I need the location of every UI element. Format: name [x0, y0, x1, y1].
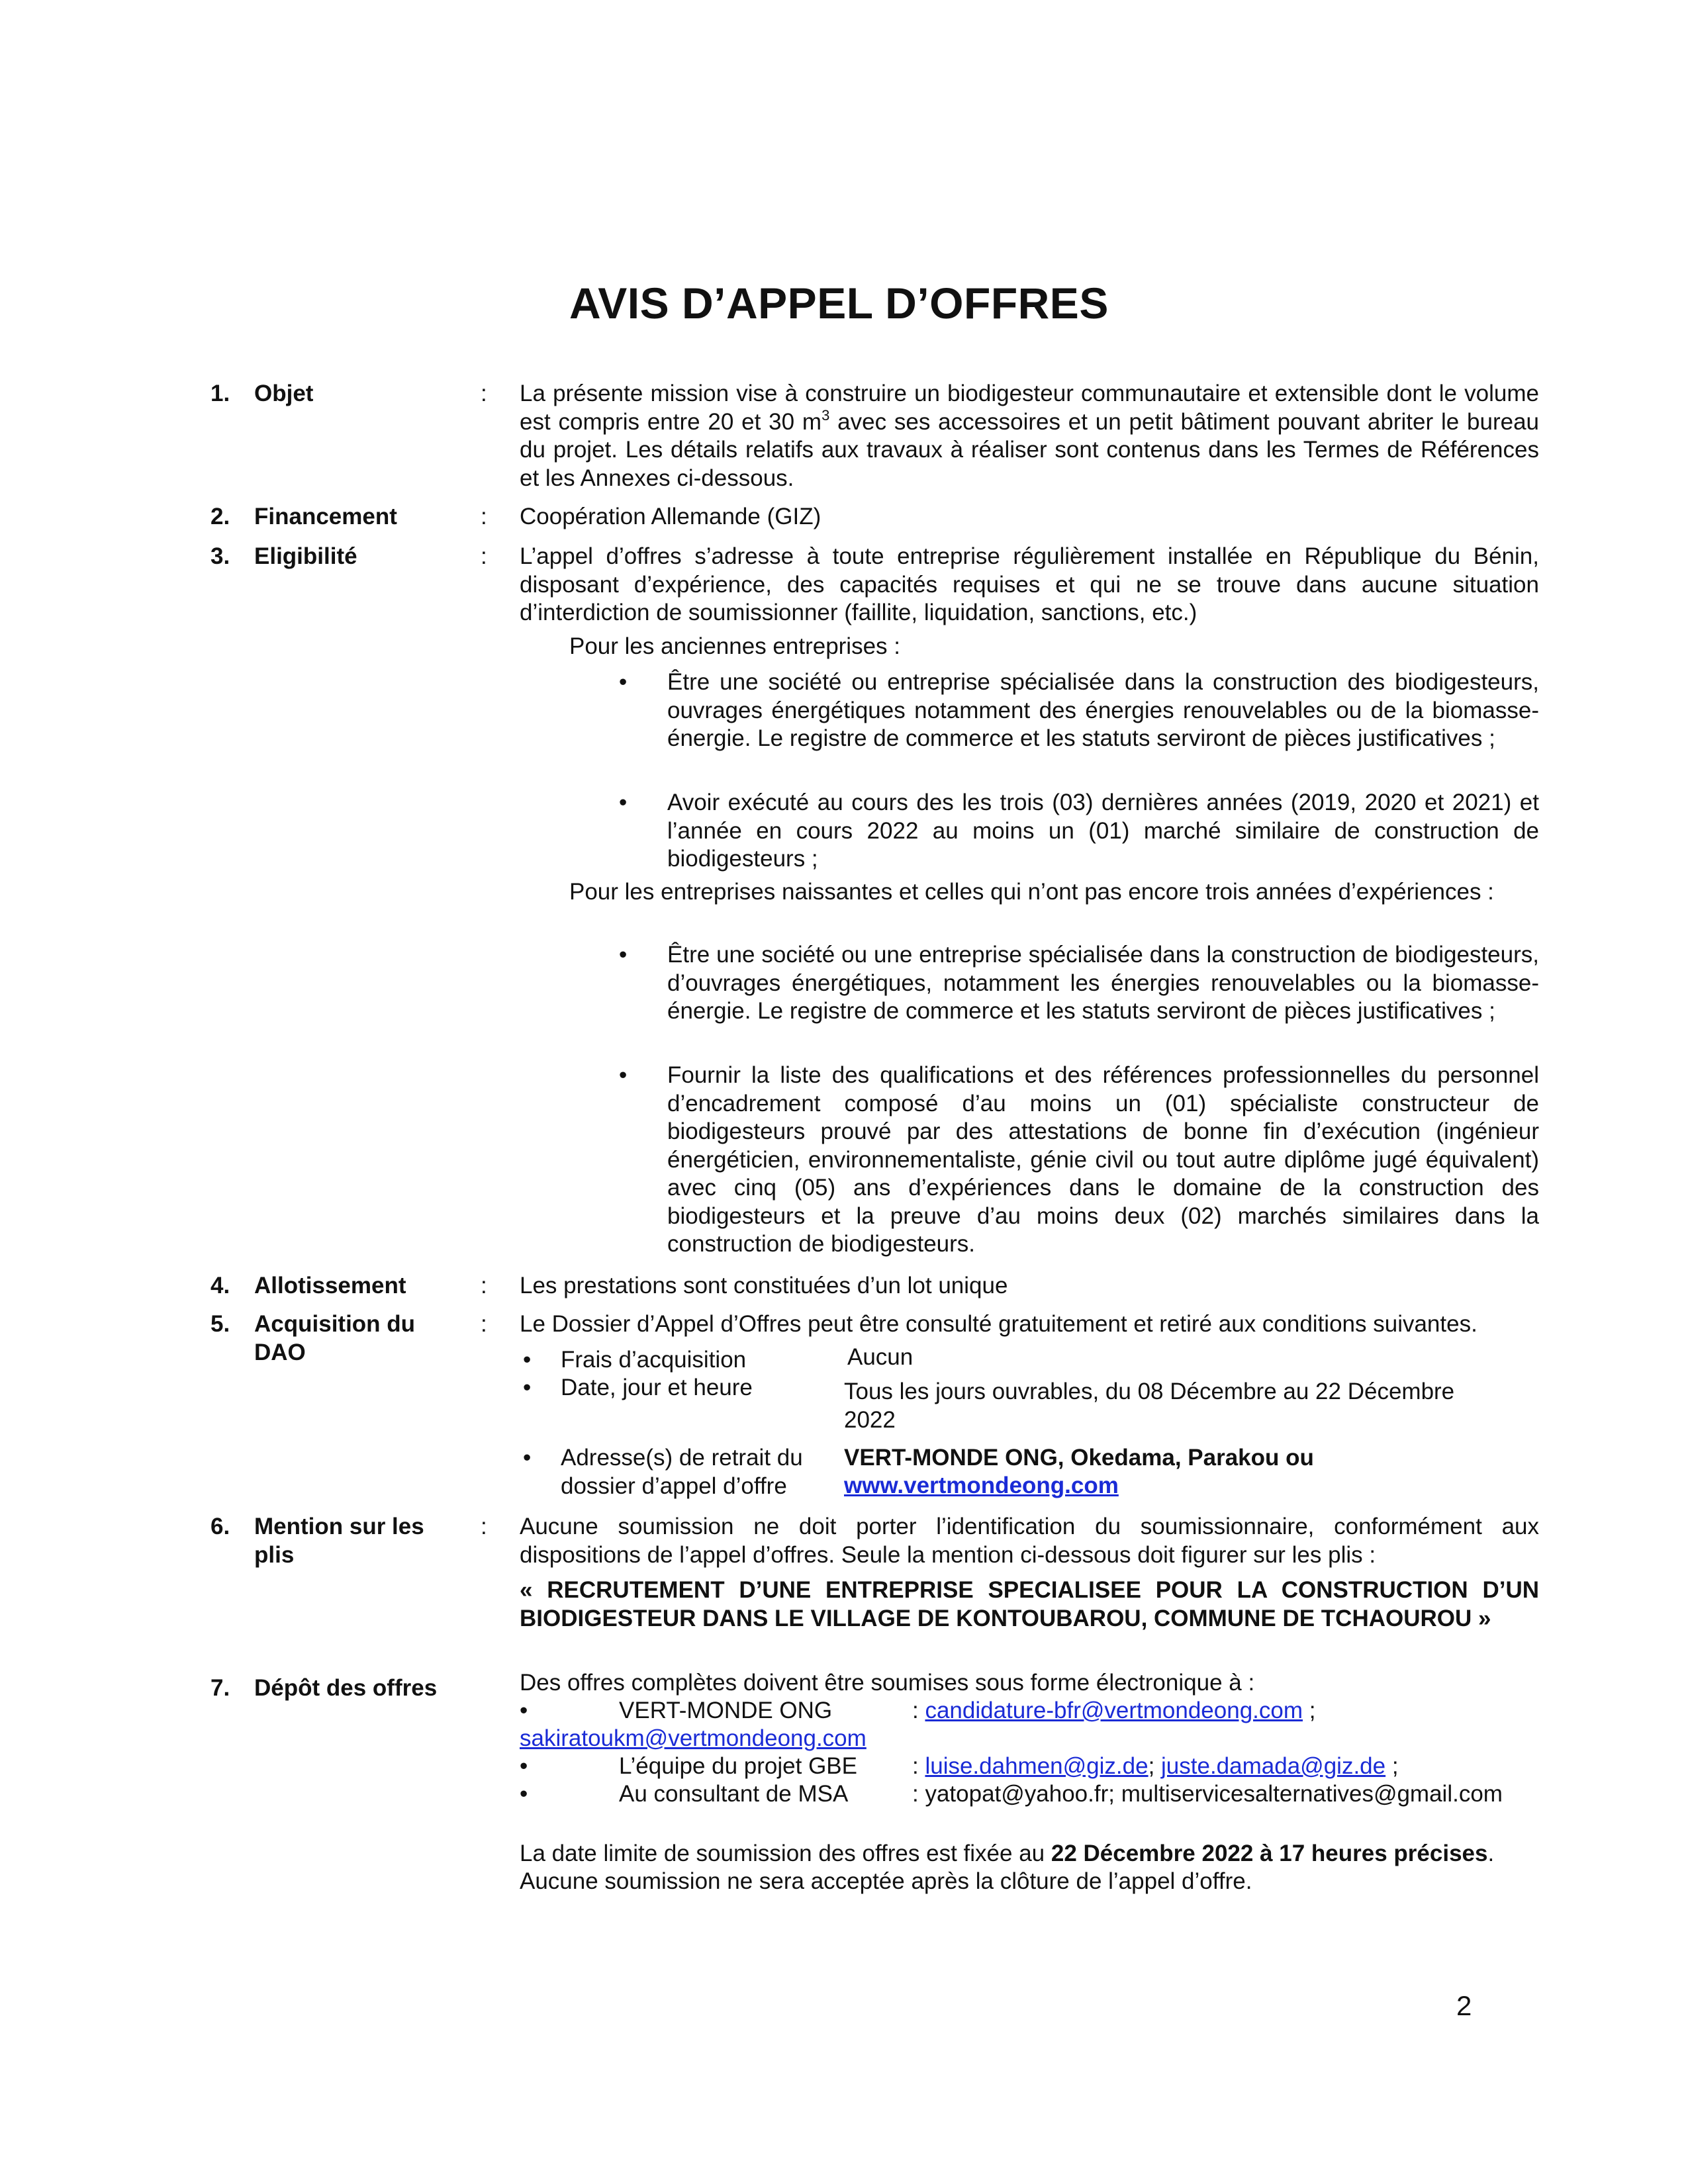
bullet: •: [619, 942, 628, 968]
dao-date-value: Tous les jours ouvrables, du 08 Décembre au 22 Décembre 2022: [844, 1379, 1455, 1433]
section-1-text-part1: La présente mission vise à construire un biodigesteur communautaire et extensible dont le volume est compris entre 20 et 30 m: [520, 381, 1539, 435]
deposit-msa-name: Au consultant de MSA: [619, 1781, 849, 1807]
section-3-label: Eligibilité: [254, 543, 357, 569]
old-companies-item-2: Avoir exécuté au cours des les trois (03) dernières années (2019, 2020 et 2021) et l’année en cours 2022 au moins un (01) marché similaire de construction de biodigesteurs ;: [667, 790, 1539, 872]
section-2-label: Financement: [254, 504, 397, 529]
deposit-gbe-name: L’équipe du projet GBE: [619, 1753, 857, 1779]
page-title: AVIS D’APPEL D’OFFRES: [569, 279, 1109, 328]
section-6-number: 6.: [211, 1514, 230, 1539]
bullet: •: [520, 1781, 528, 1807]
email-dahmen-link[interactable]: luise.dahmen@giz.de: [925, 1753, 1149, 1779]
bullet: •: [520, 1753, 528, 1779]
deadline-closing-text: Aucune soumission ne sera acceptée après la clôture de l’appel d’offre.: [520, 1868, 1252, 1894]
deadline-before: La date limite de soumission des offres est fixée au: [520, 1841, 1051, 1866]
section-5-label: Acquisition du DAO: [254, 1311, 416, 1365]
section-1-number: 1.: [211, 381, 230, 406]
section-5-number: 5.: [211, 1311, 230, 1337]
section-7-label: Dépôt des offres: [254, 1675, 438, 1701]
old-companies-heading: Pour les anciennes entreprises :: [569, 633, 900, 659]
section-7-number: 7.: [211, 1675, 230, 1701]
dao-fee-value: Aucun: [847, 1344, 914, 1370]
deadline-date: 22 Décembre 2022 à 17 heures précises: [1051, 1841, 1488, 1866]
section-4-label: Allotissement: [254, 1273, 406, 1298]
section-6-mention: « RECRUTEMENT D’UNE ENTREPRISE SPECIALISEE POUR LA CONSTRUCTION D’UN BIODIGESTEUR DANS LE VILLAGE DE KONTOUBAROU, COMMUNE DE TCHAOUROU »: [520, 1577, 1539, 1631]
section-5-colon: :: [481, 1311, 487, 1337]
section-2-colon: :: [481, 504, 487, 529]
bullet: •: [523, 1375, 532, 1400]
section-1-text-part2: avec ses accessoires et un petit bâtiment pouvant abriter le bureau du projet. Les détails relatifs aux travaux à réaliser sont contenus dans les Termes de Références et les Annexes ci-dessous.: [520, 408, 1539, 491]
section-7-intro: Des offres complètes doivent être soumises sous forme électronique à :: [520, 1670, 1255, 1696]
email-candidature-link[interactable]: candidature-bfr@vertmondeong.com: [925, 1698, 1303, 1723]
section-6-colon: :: [481, 1514, 487, 1539]
deposit-msa-emails: : yatopat@yahoo.fr; multiservicesalternatives@gmail.com: [912, 1781, 1503, 1807]
section-3-colon: :: [481, 543, 487, 569]
bullet: •: [523, 1347, 532, 1373]
deadline-text: [520, 1840, 1539, 1868]
dao-fee-label: Frais d’acquisition: [561, 1347, 747, 1373]
deposit-gbe-emails: : luise.dahmen@giz.de; juste.damada@giz.de ;: [912, 1753, 1399, 1779]
bullet: •: [619, 1062, 628, 1088]
deposit-vertmonde-emails: : candidature-bfr@vertmondeong.com ;: [912, 1698, 1316, 1723]
bullet: •: [520, 1698, 528, 1723]
email-sakiratoukm-link[interactable]: sakiratoukm@vertmondeong.com: [520, 1725, 867, 1751]
old-companies-item-1: Être une société ou entreprise spécialisée dans la construction des biodigesteurs, ouvrages énergétiques notamment des énergies renouvelables ou de la biomasse- énergie. Le registre de commerce et les statuts serviront de pièces justificatives ;: [667, 669, 1539, 751]
section-1-label: Objet: [254, 381, 314, 406]
dao-website-link[interactable]: www.vertmondeong.com: [844, 1473, 1119, 1498]
section-6-label: Mention sur les plis: [254, 1514, 424, 1568]
section-6-text: Aucune soumission ne doit porter l’identification du soumissionnaire, conformément aux dispositions de l’appel d’offres. Seule la mention ci-dessous doit figurer sur les plis :: [520, 1514, 1539, 1568]
deposit-vertmonde-name: VERT-MONDE ONG: [619, 1698, 833, 1723]
dao-address-value: VERT-MONDE ONG, Okedama, Parakou ou: [844, 1445, 1314, 1471]
deadline-after: .: [1487, 1841, 1495, 1866]
dao-address-label: Adresse(s) de retrait du dossier d’appel d’offre: [561, 1445, 803, 1499]
new-companies-item-2: Fournir la liste des qualifications et des références professionnelles du personnel d’encadrement composé d’au moins un (01) spécialiste constructeur de biodigesteurs prouvé par des attestations de bonne fin d’exécution (ingénieur énergéticien, environnementaliste, génie civil ou tout autre diplôme jugé équivalent) avec cinq (05) ans d’expériences dans le domaine de la construction des biodigesteurs et la preuve d’au moins deux (02) marchés similaires dans la construction de biodigesteurs.: [667, 1062, 1539, 1257]
section-2-text: Coopération Allemande (GIZ): [520, 504, 821, 529]
new-companies-heading: Pour les entreprises naissantes et celles qui n’ont pas encore trois années d’expériences :: [569, 879, 1494, 905]
page-number: 2: [1456, 1990, 1472, 2021]
section-4-text: Les prestations sont constituées d’un lot unique: [520, 1273, 1008, 1298]
section-3-intro: L’appel d’offres s’adresse à toute entreprise régulièrement installée en République du Bénin, disposant d’expérience, des capacités requises et qui ne se trouve dans aucune situation d’interdiction de soumissionner (faillite, liquidation, sanctions, etc.): [520, 543, 1539, 625]
new-companies-item-1: Être une société ou une entreprise spécialisée dans la construction de biodigesteurs, d’ouvrages énergétiques, notamment les énergies renouvelables ou la biomasse-énergie. Le registre de commerce et les statuts serviront de pièces justificatives ;: [667, 942, 1539, 1024]
bullet: •: [619, 790, 628, 815]
section-4-number: 4.: [211, 1273, 230, 1298]
section-3-number: 3.: [211, 543, 230, 569]
section-1-text: [520, 380, 1539, 492]
email-damada-link[interactable]: juste.damada@giz.de: [1161, 1753, 1386, 1779]
section-4-colon: :: [481, 1273, 487, 1298]
email-separator: ;: [1309, 1698, 1316, 1723]
bullet: •: [523, 1445, 532, 1471]
dao-date-label: Date, jour et heure: [561, 1375, 753, 1400]
section-2-number: 2.: [211, 504, 230, 529]
bullet: •: [619, 669, 628, 695]
section-5-text: Le Dossier d’Appel d’Offres peut être consulté gratuitement et retiré aux conditions suivantes.: [520, 1311, 1477, 1337]
section-1-colon: :: [481, 381, 487, 406]
section-1-superscript: 3: [821, 406, 830, 424]
